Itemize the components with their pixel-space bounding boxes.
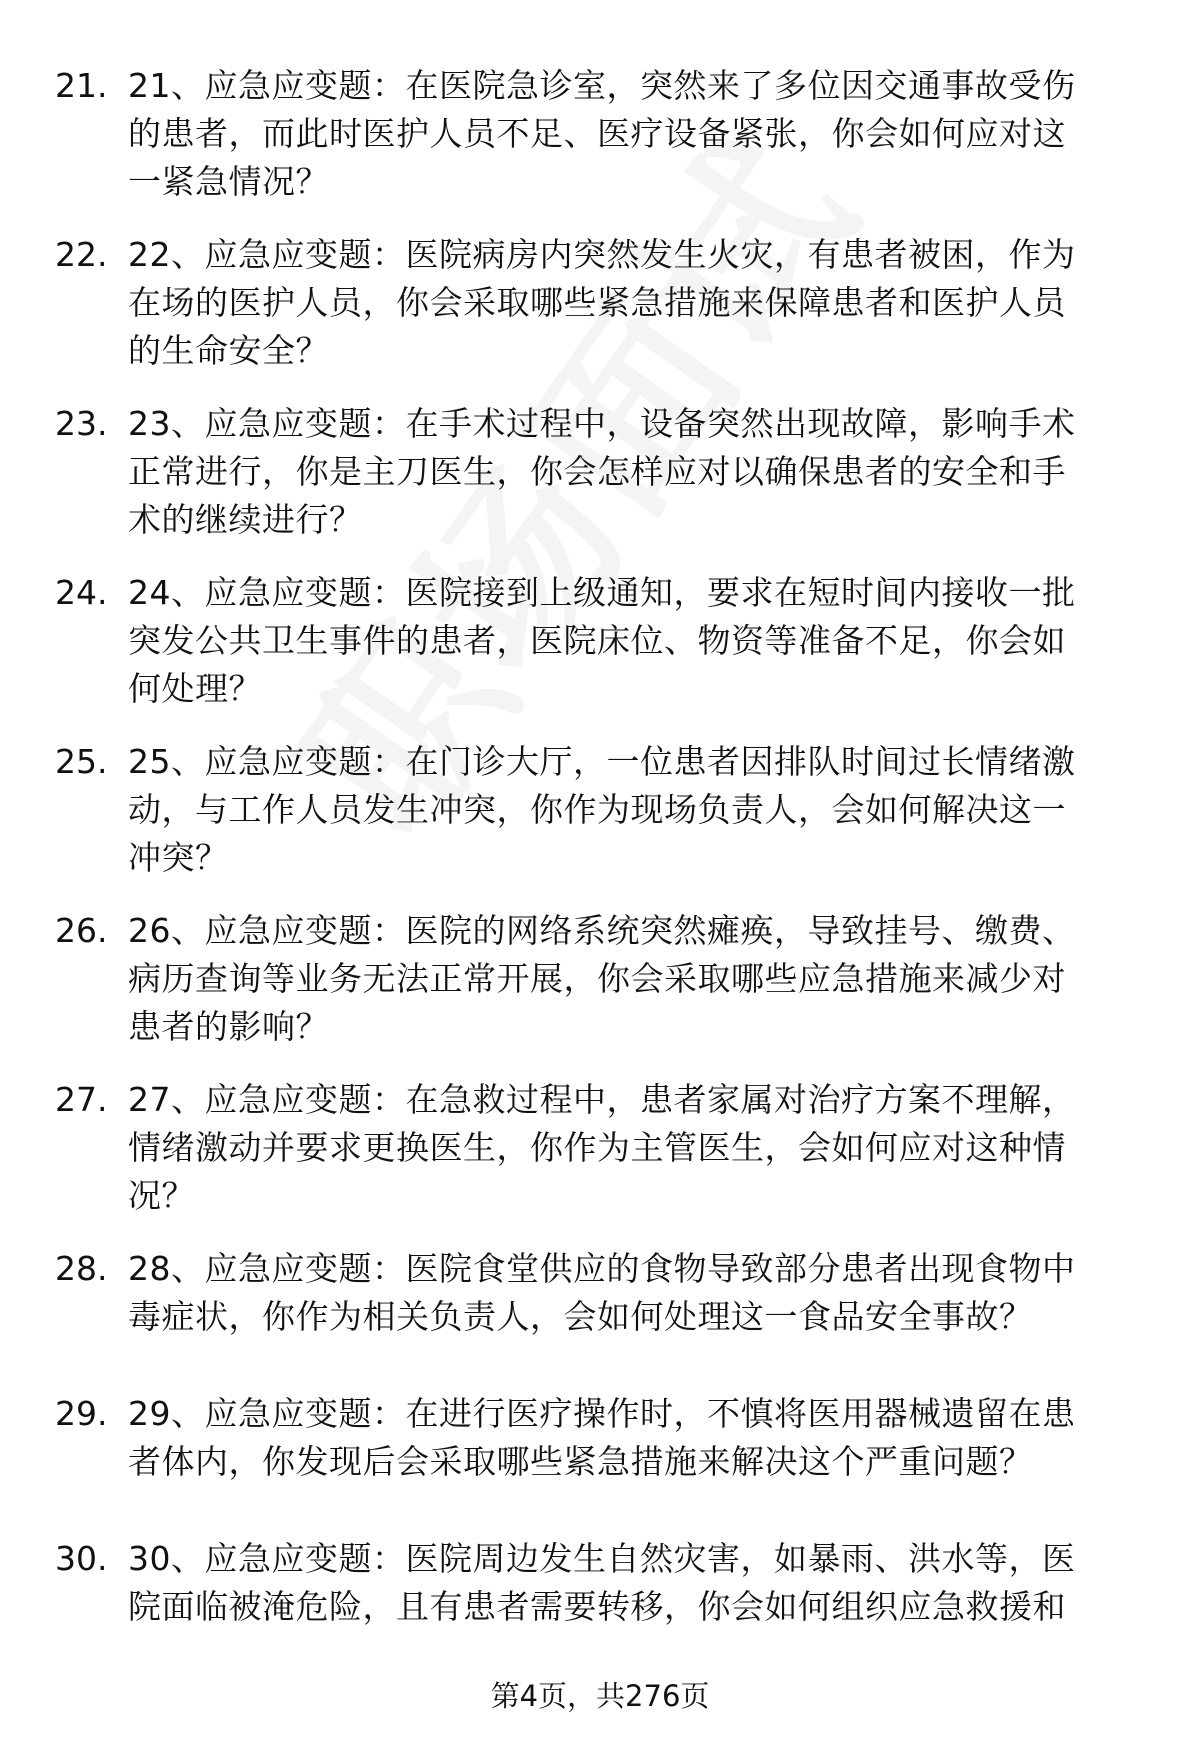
list-item [0,738,1200,907]
page-footer: 第4页，共276页 [490,1679,710,1713]
text-line: 突发公共卫生事件的患者，医院床位、物资等准备不足，你会如 [128,621,1066,660]
item-number: 27. [55,1080,108,1119]
text-line: 动，与工作人员发生冲突，你作为现场负责人，会如何解决这一 [128,790,1066,829]
text-line: 一紧急情况？ [128,162,329,201]
question-list [0,62,1200,1635]
text-line: 病历查询等业务无法正常开展，你会采取哪些应急措施来减少对 [128,959,1066,998]
text-line: 况？ [128,1176,195,1215]
text-line: 院面临被淹危险，且有患者需要转移，你会如何组织应急救援和 [128,1587,1066,1626]
list-item [0,231,1200,400]
text-line: 情绪激动并要求更换医生，你作为主管医生，会如何应对这种情 [128,1128,1066,1167]
item-text [128,907,1148,1051]
text-line: 21、应急应变题：在医院急诊室，突然来了多位因交通事故受伤 [128,66,1076,105]
text-line: 的患者，而此时医护人员不足、医疗设备紧张，你会如何应对这 [128,114,1066,153]
item-text [128,231,1148,375]
text-line: 22、应急应变题：医院病房内突然发生火灾，有患者被困，作为 [128,235,1076,274]
item-number: 29. [55,1394,108,1433]
list-item [0,400,1200,569]
text-line: 在场的医护人员，你会采取哪些紧急措施来保障患者和医护人员 [128,283,1066,322]
text-line: 何处理？ [128,669,262,708]
item-text [128,738,1148,882]
item-number: 30. [55,1539,108,1578]
item-text [128,1076,1148,1220]
list-item [0,907,1200,1076]
item-number: 23. [55,404,108,443]
item-text [128,1390,1148,1486]
text-line: 24、应急应变题：医院接到上级通知，要求在短时间内接收一批 [128,573,1076,612]
item-number: 26. [55,911,108,950]
list-item [0,1390,1200,1535]
list-item [0,1535,1200,1635]
item-text [128,1535,1148,1631]
text-line: 者体内，你发现后会采取哪些紧急措施来解决这个严重问题？ [128,1442,1033,1481]
list-item [0,569,1200,738]
text-line: 28、应急应变题：医院食堂供应的食物导致部分患者出现食物中 [128,1249,1076,1288]
text-line: 术的继续进行？ [128,500,363,539]
text-line: 毒症状，你作为相关负责人，会如何处理这一食品安全事故？ [128,1297,1033,1336]
list-item [0,62,1200,231]
list-item [0,1076,1200,1245]
text-line: 冲突？ [128,838,229,877]
item-number: 25. [55,742,108,781]
list-item [0,1245,1200,1390]
item-number: 24. [55,573,108,612]
item-number: 28. [55,1249,108,1288]
item-text [128,1245,1148,1341]
text-line: 26、应急应变题：医院的网络系统突然瘫痪，导致挂号、缴费、 [128,911,1076,950]
item-text [128,400,1148,544]
text-line: 30、应急应变题：医院周边发生自然灾害，如暴雨、洪水等，医 [128,1539,1076,1578]
text-line: 的生命安全？ [128,331,329,370]
text-line: 正常进行，你是主刀医生，你会怎样应对以确保患者的安全和手 [128,452,1066,491]
text-line: 23、应急应变题：在手术过程中，设备突然出现故障，影响手术 [128,404,1076,443]
item-number: 22. [55,235,108,274]
item-text [128,569,1148,713]
text-line: 患者的影响？ [128,1007,329,1046]
item-text [128,62,1148,206]
text-line: 29、应急应变题：在进行医疗操作时，不慎将医用器械遗留在患 [128,1394,1076,1433]
text-line: 27、应急应变题：在急救过程中，患者家属对治疗方案不理解， [128,1080,1076,1119]
item-number: 21. [55,66,108,105]
text-line: 25、应急应变题：在门诊大厅，一位患者因排队时间过长情绪激 [128,742,1076,781]
